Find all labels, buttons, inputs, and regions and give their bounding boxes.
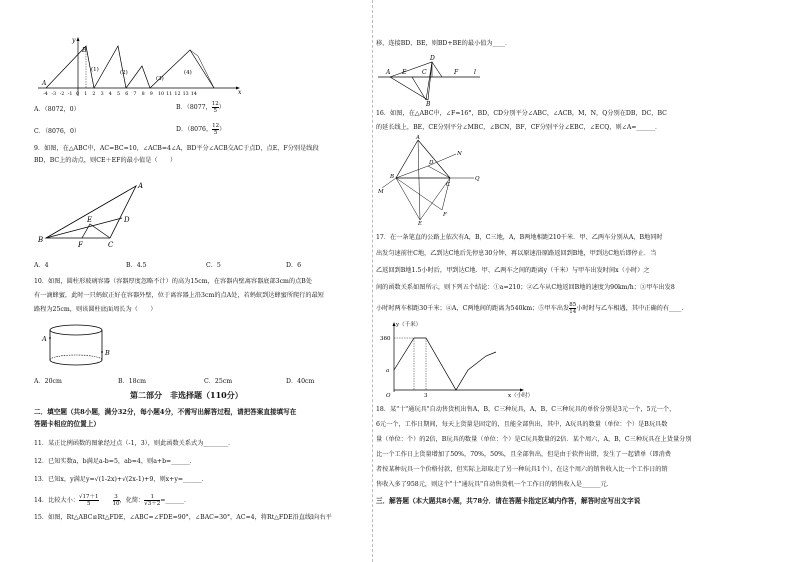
fig15-point-f: F [454, 69, 459, 76]
q10-text-line2: 有一滴蜂蜜，此时一只蚂蚁正好在容器外壁，位于离容器上沿3cm的点A处，若蚂蚁到达蜂蜜所爬行的最短 [34, 292, 324, 299]
q8-option-a[interactable]: A．（8072，0） [34, 106, 80, 113]
part2-title: 第二部分 非选择题（110分） [130, 390, 243, 400]
fig8-tick-label: 11 [166, 92, 173, 97]
fig8-y-label: y [72, 37, 76, 44]
fig8-tick-label: 9 [149, 92, 153, 97]
fig15-point-b: B [426, 101, 431, 108]
fig17-value-a: a [386, 368, 390, 374]
q9-option-a[interactable]: A．4 [34, 262, 49, 269]
left-column [30, 0, 370, 562]
q10-option-c[interactable]: C．25cm [204, 378, 233, 385]
fig17-tick-3: 3 [424, 393, 428, 399]
q18-text-line2: 6元一个，工作日期间，每天上货量是固定的，且能全部售出，其中，A玩具的数量（单位：个）是B玩具数 [376, 421, 668, 428]
fig9-point-f: F [78, 241, 83, 249]
q16-text-line1: 16．如图，在△ABC中，∠F=16°，BD，CD分别平分∠ABC，∠ACB，M，N，Q分别在DB，DC，BC [376, 110, 667, 117]
fig16-point-n: N [457, 151, 462, 157]
q14-fraction-3: $\frac{1}{√3+2}$ [144, 494, 161, 507]
fig10-point-a: A [42, 335, 47, 343]
fig15-point-d: D [430, 55, 435, 62]
fig9-point-e: E [87, 216, 93, 224]
fig10-point-b: B [105, 349, 110, 357]
q18-text-line6: 售收入多了958元，则这个"十"通玩具"自动售货机一个工作日的销售收入是______元． [376, 481, 613, 488]
q15-translation-figure [376, 56, 486, 106]
q8-option-b[interactable]: B．（8077， $\frac{12}{5}$ ） [176, 101, 225, 114]
q17-text-line4: 间的函数关系如图所示，则下列五个结论：①a=210；②乙车从C地返回B地的速度为90km/h；③甲车出发8 [376, 284, 675, 291]
q15-continuation: 移，连接BD，BE，则BD+BE的最小值为____． [376, 40, 512, 47]
fig16-point-c: C [446, 182, 451, 188]
q14-text: 14．比较大小： $\frac{√17+1}{5}$ $\frac{3}{10}$ ，化简： $\frac{1}{√3+2}$ =______． [34, 494, 191, 507]
fig15-point-a: A [386, 69, 391, 76]
fig8-point-b: B [82, 47, 87, 54]
fig8-tick-label: 14 [190, 92, 197, 97]
fig8-tick-label: 10 [158, 92, 165, 97]
q9-text-line2: BD，BC上的动点，则CE＋EF的最小值是（ ） [34, 157, 177, 164]
fig15-point-e: E [402, 69, 407, 76]
q13-text: 13．已知x，y满足y=√(1-2x)+√(2x-1)+9，则x+y=______． [34, 476, 208, 483]
q10-option-b[interactable]: B．18cm [118, 378, 146, 385]
fig9-point-b: B [38, 236, 44, 244]
fig16-point-b: B [390, 174, 395, 180]
fig17-origin: O [386, 393, 391, 399]
fig8-tick-label: 1 [84, 92, 88, 97]
fig9-point-a: A [138, 182, 144, 190]
q12-text: 12．已知实数a，b满足a-b=5，ab=4，则a+b=______． [34, 458, 196, 465]
section3-heading: 三．解答题（本大题共8小题，共78分．请在答题卡指定区域内作答，解答时应写出文字说 [376, 497, 641, 505]
fig16-point-d: D [429, 160, 434, 166]
q9-option-b[interactable]: B．4.5 [126, 262, 147, 269]
fig8-label-3: (3) [156, 76, 164, 82]
q16-text-line2: 的延长线上，BE，CE分别平分∠MBC，∠BCN，BF，CF分别平分∠EBC，∠ECQ，则∠A=______． [376, 124, 662, 131]
fig8-tick-label: 12 [174, 92, 181, 97]
fig17-value-360: 360 [380, 336, 391, 342]
section2-heading-line2: 答题卡相应的位置上） [34, 420, 100, 428]
q17-text-line3: 乙返回到B地1.5小时后，甲到达C地．甲、乙两车之间的距离y（千米）与甲车出发时间x（小时）之 [376, 267, 650, 274]
fig8-label-1: (1) [91, 67, 99, 73]
fig8-tick-label: -2 [59, 92, 65, 97]
fig8-tick-label: 7 [133, 92, 137, 97]
fig8-tick-label: -4 [43, 92, 48, 97]
fig16-point-a: A [416, 135, 420, 141]
q18-text-line4: 比一个工作日上货量增加了50%，70%，50%，且全部售出，但是由于软件出错，发生了一起错单（即消费 [376, 451, 671, 458]
q8-option-d[interactable]: D．（8076， $\frac{12}{5}$ ） [176, 123, 226, 136]
q9-option-c[interactable]: C．5 [206, 262, 221, 269]
fig8-label-2: (2) [120, 70, 128, 76]
fig8-point-a: A [42, 80, 47, 87]
q15-text: 15．如图，Rt△ABC≌Rt△FDE，∠ABC=∠FDE=90°，∠BAC=30°，AC=4，将Rt△FDE沿直线l向右平 [34, 514, 332, 521]
fig8-tick-label: 3 [100, 92, 104, 97]
fig15-point-c: C [422, 69, 427, 76]
fig8-tick-label: 8 [141, 92, 145, 97]
q9-triangle-figure [36, 180, 156, 250]
q18-text-line3: 量（单位：个）的2倍，B玩具的数量（单位：个）是C玩具数量的2倍．某个周六，A，B，C三种玩具在上货量分别 [376, 436, 692, 443]
q17-fraction: $\frac{85}{14}$ [569, 302, 577, 315]
q18-text-line5: 者按某种玩具一个价格付款，但实际上却取走了另一种玩具1个），在这个周六的销售收入比一个工作日的销 [376, 466, 668, 473]
fig8-tick-label: 2 [92, 92, 96, 97]
fig8-x-label: x [238, 89, 242, 96]
q8-b-fraction: $\frac{12}{5}$ [211, 101, 219, 114]
q17-text-line5: 小时时两车相距30千米；④A，C两地间的距离为540km；⑤甲车出发 $\frac{85}{14}$ 小时时与乙车相遇，其中正确的有____． [376, 302, 688, 315]
fig8-tick-label: 5 [117, 92, 121, 97]
column-divider [372, 0, 373, 562]
fig16-point-m: M [378, 189, 384, 195]
fig15-line-l: l [474, 69, 476, 76]
q8-zigzag-figure [38, 36, 248, 98]
q10-text-line1: 10．如图，圆柱形玻璃容器（容器厚度忽略不计）的高为15cm，在容器内壁离容器底部3cm的点B处 [34, 278, 313, 285]
fig8-tick-label: 0 [76, 92, 80, 97]
fig17-x-axis-label: x（小时） [508, 393, 534, 399]
q16-angle-figure [376, 134, 486, 226]
q14-fraction-1: $\frac{√17+1}{5}$ [79, 494, 99, 507]
fig9-point-d: D [124, 216, 130, 224]
right-column [376, 0, 768, 562]
fig16-point-e: E [418, 221, 423, 227]
q11-text: 11．某正比例函数的图象经过点（-1，3），则此函数关系式为________． [34, 440, 235, 447]
fig8-tick-label: 4 [108, 92, 112, 97]
fig8-label-4: (4) [184, 70, 192, 76]
fig16-point-f: F [443, 212, 447, 218]
fig16-point-q: Q [475, 176, 480, 182]
q10-text-line3: 路程为25cm，则该圆柱底面周长为（ ） [34, 306, 157, 313]
fig9-point-c: C [108, 241, 114, 249]
fig8-tick-label: 6 [125, 92, 129, 97]
q10-cylinder-figure [44, 322, 114, 370]
fig8-tick-label: -3 [51, 92, 57, 97]
fig17-y-axis-label: y（千米） [396, 322, 422, 328]
q18-text-line1: 18．某"十"通玩具"自动售货机出售A，B，C三种玩具，A，B，C三种玩具的单价分别是3元一个，5元一个， [376, 406, 676, 413]
q8-d-fraction: $\frac{12}{5}$ [212, 123, 220, 136]
q17-text-line2: 出发匀速前往C地，乙到达C地后先停息30分钟，再以原速沿原路返回到B地，甲到达C地后即停止．当 [376, 250, 657, 257]
q17-text-line1: 17．在一条笔直的公路上依次有A，B，C三地，A，B两地相距210千米．甲、乙两车分别从A，B地同时 [376, 234, 663, 241]
q10-option-d[interactable]: D．40cm [286, 378, 315, 385]
q9-option-d[interactable]: D．6 [286, 262, 302, 269]
q14-fraction-2: $\frac{3}{10}$ [112, 494, 120, 507]
q8-option-c[interactable]: C．（8076，0） [34, 128, 81, 135]
q10-option-a[interactable]: A．20cm [34, 378, 62, 385]
q9-text-line1: 9．如图，在△ABC中，AC=BC=10，∠ACB=4∠A，BD平分∠ACB交AC于点D，点E，F分别是线段 [34, 145, 319, 152]
fig8-tick-label: 13 [182, 92, 189, 97]
fig8-ticks [43, 91, 197, 97]
fig8-tick-label: -1 [67, 92, 73, 97]
section2-heading-line1: 二．填空题（共8小题，满分32分，每小题4分，不需写出解答过程，请把答案直接填写在 [34, 408, 297, 416]
q17-distance-graph [380, 320, 534, 399]
